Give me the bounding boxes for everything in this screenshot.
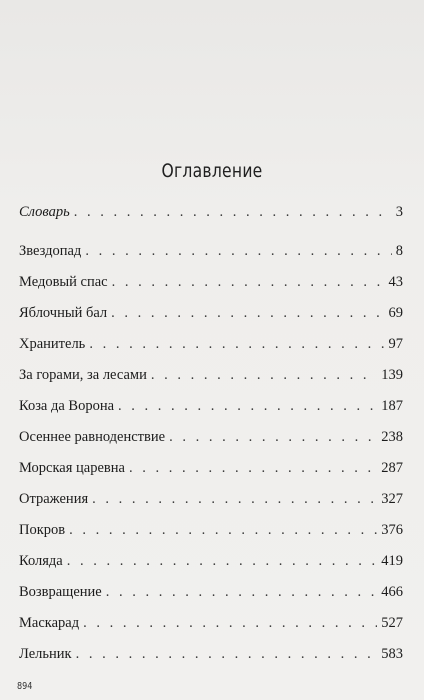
dot-leader [69, 522, 377, 539]
toc-entry-title: Покров [19, 522, 66, 538]
toc-entry-page: 327 [381, 491, 403, 507]
toc-entry-title: Маскарад [19, 615, 80, 631]
toc-entry [19, 274, 403, 294]
toc-entry [19, 491, 403, 511]
toc-entry-page: 287 [381, 460, 403, 476]
toc-entry-title: Яблочный бал [19, 305, 108, 321]
dot-leader [151, 367, 377, 384]
toc-entry-page: 97 [388, 336, 403, 352]
toc-entry [19, 367, 403, 387]
toc-entry-title: Отражения [19, 491, 89, 507]
toc-entry-page: 419 [381, 553, 403, 569]
toc-entry-page: 583 [381, 646, 403, 662]
toc-entry-page: 69 [388, 305, 403, 321]
dot-leader [85, 243, 391, 260]
dot-leader [89, 336, 384, 353]
toc-entry-page: 43 [388, 274, 403, 290]
dot-leader [169, 429, 377, 446]
toc-entry-page: 466 [381, 584, 403, 600]
toc-entry [19, 553, 403, 573]
toc-entry-page: 8 [395, 243, 403, 259]
toc-entry [19, 243, 403, 263]
toc-entry [19, 615, 403, 635]
dot-leader [112, 274, 385, 291]
toc-entry-title: Хранитель [19, 336, 86, 352]
toc-entry-page: 527 [381, 615, 403, 631]
dot-leader [92, 491, 377, 508]
dot-leader [129, 460, 377, 477]
toc-entry-page: 187 [381, 398, 403, 414]
toc-entry [19, 429, 403, 449]
dot-leader [76, 646, 378, 663]
page-number: 894 [17, 681, 33, 692]
toc-entry [19, 305, 403, 325]
page-title: Оглавление [161, 160, 263, 182]
toc-entry-page: 238 [381, 429, 403, 445]
toc-entry-title: За горами, за лесами [19, 367, 147, 383]
dot-leader [106, 584, 378, 601]
toc-entry-title: Коза да Ворона [19, 398, 115, 414]
toc-entry-title: Звездопад [19, 243, 82, 259]
toc-entry-title: Лельник [19, 646, 72, 662]
toc-entry [19, 460, 403, 480]
toc-entry-title: Коляда [19, 553, 63, 569]
dot-leader [83, 615, 377, 632]
dot-leader [67, 553, 378, 570]
toc-entry-title: Словарь [19, 204, 70, 220]
toc-entry-page: 139 [381, 367, 403, 383]
toc-entry-title: Медовый спас [19, 274, 108, 290]
toc-entry-title: Возвращение [19, 584, 102, 600]
toc-entry-page: 3 [395, 204, 403, 220]
toc-entry [19, 204, 403, 224]
toc-entry [19, 584, 403, 604]
dot-leader [74, 204, 392, 221]
toc-entry-title: Осеннее равноденствие [19, 429, 166, 445]
toc-entry-title: Морская царевна [19, 460, 125, 476]
toc-entry [19, 646, 403, 666]
dot-leader [118, 398, 377, 415]
toc-entry [19, 522, 403, 542]
dot-leader [111, 305, 384, 322]
toc-entry-page: 376 [381, 522, 403, 538]
toc-entry [19, 398, 403, 418]
toc-entry [19, 336, 403, 356]
